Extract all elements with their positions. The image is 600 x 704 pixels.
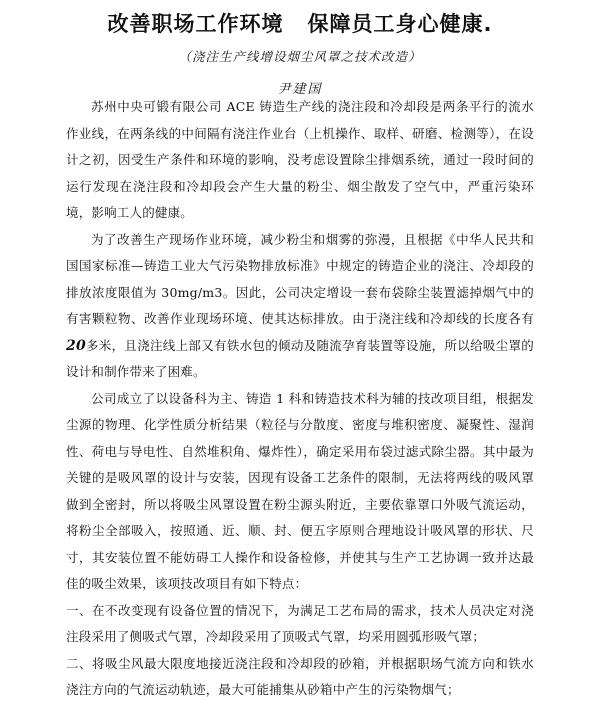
- paragraph-2-text-after: 多米，且浇注线上部又有铁水包的倾动及随流孕育装置等设施，所以给吸尘罩的设计和制作带来了困难。: [66, 337, 534, 379]
- document-subtitle: （浇注生产线增设烟尘风罩之技术改造）: [178, 49, 422, 64]
- paragraph-2: [66, 227, 534, 386]
- author-name: 尹建国: [277, 82, 323, 97]
- paragraph-2-text-before: 为了改善生产现场作业环境，减少粉尘和烟雾的弥漫，且根据《中华人民共和国国家标准—铸造工业大气污染物排放标准》中规定的铸造企业的浇注、冷却段的排放浓度限值为 30mg/m3。因此，公司决定增设一套布袋除尘装置滤掉烟气中的有害颗粒物、改善作业现场环境、使其达标排放。由于浇注线和冷却线的长度各有: [66, 231, 534, 326]
- document-title: [0, 8, 600, 38]
- title-part-2: 保障员工身心健康.: [307, 12, 493, 36]
- paragraph-2-emphasis: 20: [66, 337, 86, 354]
- title-part-1: 改善职场工作环境: [107, 12, 284, 36]
- paragraph-5: 二、将吸尘风最大限度地接近浇注段和冷却段的砂箱，并根据职场气流方向和铁水浇注方向的气流运动轨迹，最大可能捕集从砂箱中产生的污染物烟气；: [66, 655, 534, 697]
- paragraph-3: 公司成立了以设备科为主、铸造 1 科和铸造技术科为辅的技改项目组，根据发尘源的物理、化学性质分析结果（粒径与分散度、密度与堆积密度、凝聚性、湿润性、荷电与导电性、自然堆积角、爆炸性），确定采用布袋过滤式除尘器。其中最为关键的是吸风罩的设计与安装，因现有设备工艺条件的限制，无法将两线的吸风罩做到全密封，所以将吸尘风罩设置在粉尘源头附近，主要依靠罩口外吸气流运动，将粉尘全部吸入，按照通、近、顺、封、便五字原则合理地设计吸风罩的形状、尺寸，其安装位置不能妨碍工人操作和设备检修，并使其与生产工艺协调一致并达最佳的吸尘效果，该项技改项目有如下特点：: [66, 390, 534, 591]
- paragraph-1: 苏州中央可锻有限公司 ACE 铸造生产线的浇注段和冷却段是两条平行的流水作业线，在两条线的中间隔有浇注作业台（上机操作、取样、研磨、检测等），在设计之初，因受生产条件和环境的影响，没考虑设置除尘排烟系统，通过一段时间的运行发现在浇注段和冷却段会产生大量的粉尘、烟尘散发了空气中，严重污染环境，影响工人的健康。: [66, 99, 534, 220]
- paragraph-4: 一、在不改变现有设备位置的情况下，为满足工艺布局的需求，技术人员决定对浇注段采用了侧吸式气罩，冷却段采用了顶吸式气罩，均采用圆弧形吸气罩；: [66, 602, 534, 644]
- document-body: [66, 94, 534, 704]
